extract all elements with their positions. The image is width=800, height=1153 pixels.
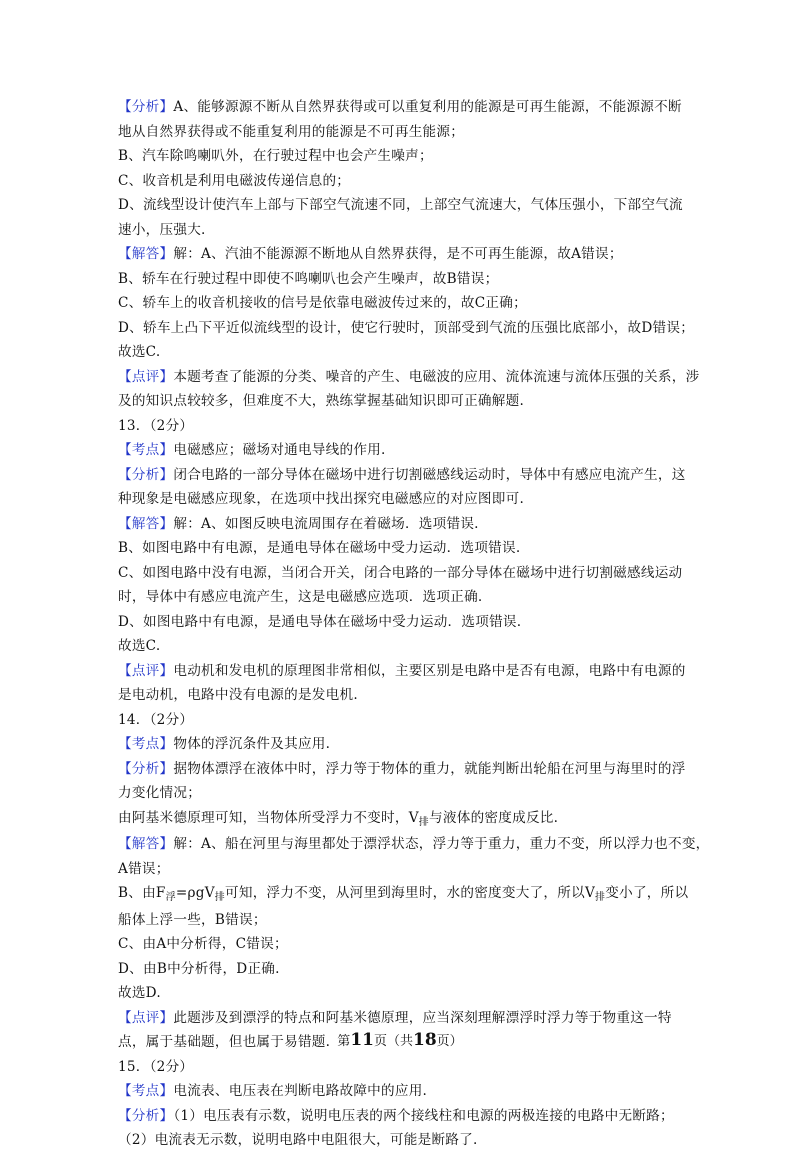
q14-solution-line-6: D、由B中分析得，D正确. (118, 960, 280, 977)
q13-solution-line-2: B、如图电路中有电源，是通电导体在磁场中受力运动．选项错误. (118, 540, 521, 556)
q12-solution-line-3: C、轿车上的收音机接收的信号是依靠电磁波传过来的，故C正确； (118, 295, 527, 311)
q14-formula-line: B、由$F_浮=\rho gV_排$可知，浮力不变，从河里到海里时，水的密度变大了，所以$V_排$变小了，所以 (118, 885, 689, 903)
q13-solution-line-4: 时，导体中有感应电流产生，这是电磁感应选项．选项正确. (118, 589, 483, 605)
q14-comment-line-2: 点，属于基础题，但也属于易错题. (118, 1034, 331, 1050)
q12-analysis-line-1: 【分析】A、能够源源不断从自然界获得或可以重复利用的能源是可再生能源，不能源源不断 (118, 99, 682, 115)
page-footer: 第11页（共18页） (337, 1030, 463, 1050)
analysis-tag: 【分析】 (118, 99, 174, 115)
q12-solution-line-4: D、轿车上凸下平近似流线型的设计，使它行驶时，顶部受到气流的压强比底部小，故D错误； (118, 319, 695, 336)
q15-header: 15．（2分） (118, 1058, 194, 1075)
document-body (118, 95, 710, 1153)
q12-solution-line-1: 【解答】解：A、汽油不能源源不断地从自然界获得，是不可再生能源，故A错误； (118, 246, 623, 262)
q14-solution-line-2: A错误； (118, 860, 170, 877)
comment-tag: 【点评】 (118, 662, 174, 679)
q15-analysis-line-1: 【分析】（1）电压表有示数，说明电压表的两个接线柱和电源的两极连接的电路中无断路； (118, 1107, 674, 1124)
solution-tag: 【解答】 (118, 515, 174, 532)
topic-tag: 【考点】 (118, 736, 174, 752)
q13-analysis-line-1: 【分析】闭合电路的一部分导体在磁场中进行切割磁感线运动时，导体中有感应电流产生，这 (118, 466, 686, 483)
q12-comment-line-1: 【点评】本题考查了能源的分类、噪音的产生、电磁波的应用、流体流速与流体压强的关系，涉 (118, 368, 700, 385)
solution-tag: 【解答】 (118, 836, 174, 852)
q13-solution-line-6: 故选C. (118, 638, 161, 654)
analysis-tag: 【分析】 (118, 466, 174, 483)
q12-analysis-line-3: B、汽车除鸣喇叭外，在行驶过程中也会产生噪声； (118, 148, 433, 164)
q13-analysis-line-2: 种现象是电磁感应现象，在选项中找出探究电磁感应的对应图即可. (118, 491, 525, 507)
q14-analysis-line-1: 【分析】据物体漂浮在液体中时，浮力等于物体的重力，就能判断出轮船在河里与海里时的浮 (118, 760, 686, 777)
q12-solution-line-2: B、轿车在行驶过程中即使不鸣喇叭也会产生噪声，故B错误； (118, 270, 499, 287)
topic-tag: 【考点】 (118, 1083, 174, 1099)
topic-tag: 【考点】 (118, 442, 174, 458)
q12-analysis-line-2: 地从自然界获得或不能重复利用的能源是不可再生能源； (118, 123, 465, 140)
q14-topic-line: 【考点】物体的浮沉条件及其应用. (118, 736, 331, 752)
q12-comment-line-2: 及的知识点较较多，但难度不大，熟练掌握基础知识即可正确解题. (118, 393, 525, 409)
q12-analysis-line-6: 速小，压强大. (118, 221, 206, 238)
comment-tag: 【点评】 (118, 1009, 174, 1026)
q13-comment-line-1: 【点评】电动机和发电机的原理图非常相似，主要区别是电路中是否有电源，电路中有电源的 (118, 662, 686, 679)
q14-solution-line-7: 故选D. (118, 985, 161, 1001)
q14-solution-line-5: C、由A中分析得，C错误； (118, 936, 288, 952)
q14-analysis-line-2: 力变化情况； (118, 785, 202, 801)
q14-solution-line-4: 船体上浮一些，B错误； (118, 911, 267, 928)
q12-analysis-line-4: C、收音机是利用电磁波传递信息的； (118, 172, 351, 189)
q13-topic-line: 【考点】电磁感应；磁场对通电导线的作用. (118, 442, 386, 458)
q13-solution-line-3: C、如图电路中没有电源，当闭合开关，闭合电路的一部分导体在磁场中进行切割磁感线运动 (118, 564, 683, 581)
q13-solution-line-5: D、如图电路中有电源，是通电导体在磁场中受力运动．选项错误. (118, 613, 522, 630)
analysis-tag: 【分析】 (118, 1107, 174, 1124)
current-page-number: 11 (350, 1030, 374, 1050)
q15-topic-line: 【考点】电流表、电压表在判断电路故障中的应用. (118, 1083, 428, 1099)
q14-header: 14．（2分） (118, 711, 194, 728)
q13-comment-line-2: 是电动机，电路中没有电源的是发电机. (118, 687, 358, 703)
q13-header: 13．（2分） (118, 417, 194, 434)
q15-analysis-line-2: （2）电流表无示数，说明电路中电阻很大，可能是断路了. (118, 1132, 478, 1148)
q14-analysis-line-3: 由阿基米德原理可知，当物体所受浮力不变时，$V_排$与液体的密度成反比. (118, 809, 559, 828)
q14-solution-line-1: 【解答】解：A、船在河里与海里都处于漂浮状态，浮力等于重力，重力不变，所以浮力也不变， (118, 836, 710, 852)
analysis-tag: 【分析】 (118, 760, 174, 777)
total-page-number: 18 (413, 1030, 437, 1050)
q14-comment-line-1: 【点评】此题涉及到漂浮的特点和阿基米德原理，应当深刻理解漂浮时浮力等于物重这一特 (118, 1009, 672, 1026)
solution-tag: 【解答】 (118, 246, 174, 262)
q13-solution-line-1: 【解答】解：A、如图反映电流周围存在着磁场．选项错误. (118, 515, 479, 532)
q12-solution-line-5: 故选C. (118, 344, 161, 360)
comment-tag: 【点评】 (118, 368, 174, 385)
q12-analysis-line-5: D、流线型设计使汽车上部与下部空气流速不同，上部空气流速大，气体压强小，下部空气流 (118, 197, 683, 213)
